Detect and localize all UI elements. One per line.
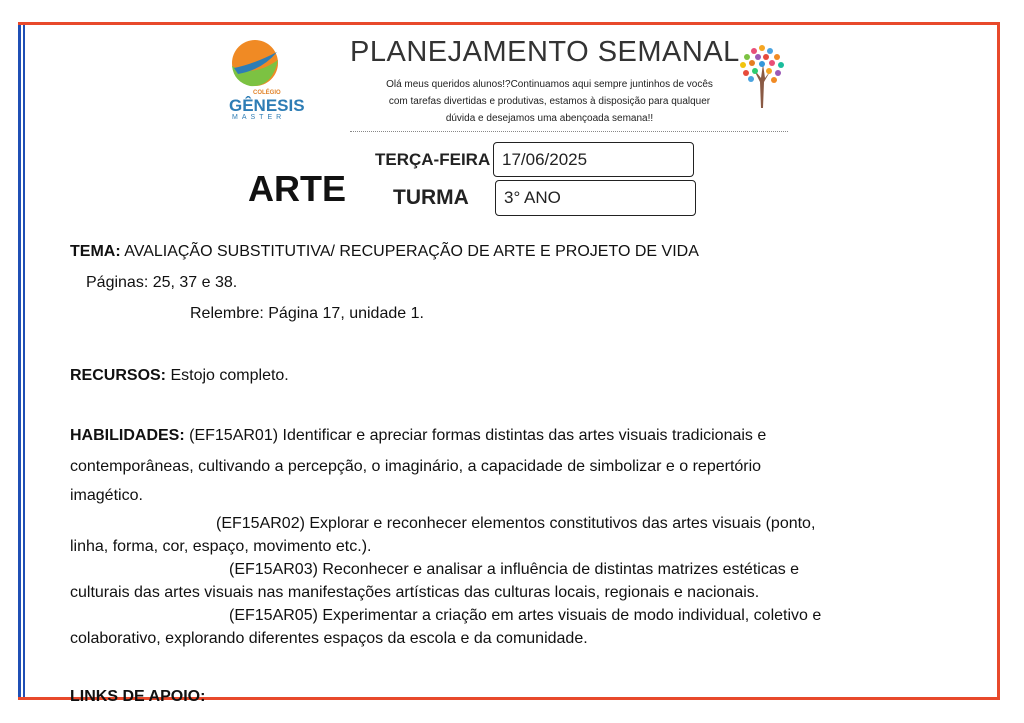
tema-text: AVALIAÇÃO SUBSTITUTIVA/ RECUPERAÇÃO DE ARTE E PROJETO DE VIDA: [124, 243, 699, 260]
header-message-line: dúvida e desejamos uma abençoada semana!!: [445, 113, 654, 124]
tema-recall: Relembre: Página 17, unidade 1.: [190, 305, 424, 322]
logo-sub: MASTER: [232, 114, 286, 121]
date-field[interactable]: 17/06/2025: [493, 142, 694, 177]
habilidades-text: (EF15AR01) Identificar e apreciar formas distintas das artes visuais tradicionais e: [189, 427, 767, 444]
habilidades-text: linha, forma, cor, espaço, movimento etc.).: [70, 538, 372, 555]
page-title: PLANEJAMENTO SEMANAL: [350, 36, 740, 68]
habilidades-text: (EF15AR05) Experimentar a criação em artes visuais de modo individual, coletivo e: [229, 607, 822, 624]
habilidades-text: (EF15AR03) Reconhecer e analisar a influência de distintas matrizes estéticas e: [229, 561, 800, 578]
class-label: TURMA: [393, 186, 469, 209]
recursos-text: Estojo completo.: [170, 367, 289, 384]
habilidades-text: culturais das artes visuais nas manifestações artísticas das culturas locais, regionais e nacionais.: [70, 584, 760, 601]
habilidades-text: contemporâneas, cultivando a percepção, o imaginário, a capacidade de simbolizar e o repertório: [70, 458, 762, 475]
logo-small-text: COLÉGIO: [253, 90, 281, 96]
class-field[interactable]: 3° ANO: [495, 180, 696, 216]
habilidades-text: (EF15AR02) Explorar e reconhecer elementos constitutivos das artes visuais (ponto,: [216, 515, 816, 532]
habilidades-text: colaborativo, explorando diferentes espaços da escola e da comunidade.: [70, 630, 588, 647]
links-label: LINKS DE APOIO:: [70, 688, 206, 705]
header-divider: [350, 131, 788, 132]
tema-label: TEMA:: [70, 243, 121, 260]
header-message-line: com tarefas divertidas e produtivas, estamos à disposição para qualquer: [388, 96, 711, 107]
habilidades-text: imagético.: [70, 487, 143, 504]
header-message-line: Olá meus queridos alunos!?Continuamos aqui sempre juntinhos de vocês: [386, 79, 713, 90]
header-message: [372, 76, 727, 127]
habilidades-label: HABILIDADES:: [70, 427, 185, 444]
recursos-label: RECURSOS:: [70, 367, 167, 384]
frame-accent-line: [18, 25, 21, 697]
logo-name: GÊNESIS: [229, 96, 305, 115]
recursos-line: [70, 367, 289, 385]
habilidades-line: [70, 427, 766, 445]
tema-line: [70, 243, 699, 261]
tree-illustration: [738, 42, 786, 110]
frame-accent-line: [23, 25, 25, 697]
day-label: TERÇA-FEIRA: [375, 150, 491, 169]
subject-title: ARTE: [248, 168, 346, 209]
tema-pages: Páginas: 25, 37 e 38.: [86, 274, 238, 291]
